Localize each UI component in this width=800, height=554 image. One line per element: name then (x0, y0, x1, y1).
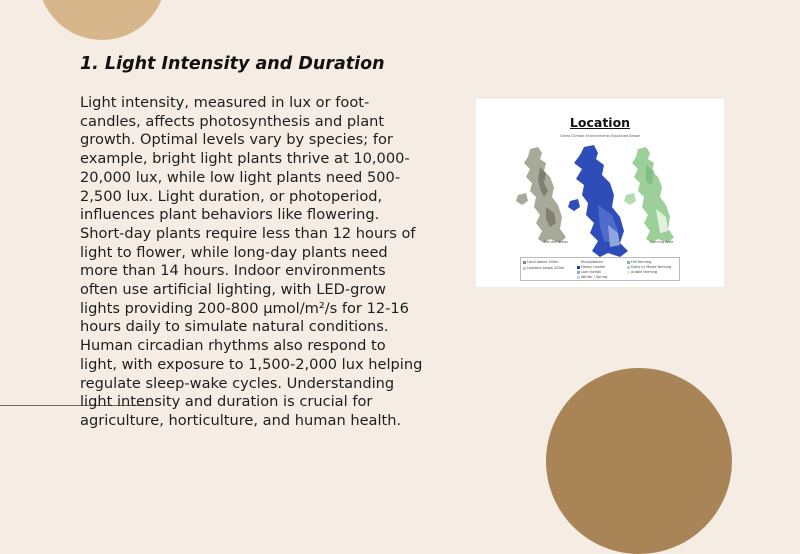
decorative-circle-bottom (546, 368, 732, 554)
body-paragraph: Light intensity, measured in lux or foot-candles, affects photosynthesis and plant growth. Optimal levels vary by species; for example, bright light plants thrive at 10,000-20,000 lux, while low light plants need 500-2,500 lux. Light duration, or photoperiod, influences plant behaviors like flowering. Short-day plants require less than 12 hours of light to flower, while long-day plants need more than 14 hours. Indoor environments often use artificial lighting, with LED-grow lights providing 200-800 µmol/m²/s for 12-16 hours daily to simulate natural conditions. Human circadian rhythms also respond to light, with exposure to 1,500-2,000 lux helping regulate sleep-wake cycles. Understanding light intensity and duration is crucial for agriculture, horticulture, and human health. (80, 94, 423, 429)
location-figure (476, 99, 724, 287)
relief-map (516, 147, 569, 244)
map-caption-farming: Farming Area (650, 240, 674, 244)
legend-item: Dairy or Mixed farming (627, 265, 671, 269)
legend-item: Arable farming (627, 270, 657, 274)
rainfall-map (568, 145, 628, 257)
legend-item: Precipitation (577, 260, 603, 264)
decorative-circle-top (38, 0, 166, 40)
figure-subtitle: Great Climate Environments Explained Below (560, 134, 640, 138)
legend-item: Low rainfall (577, 270, 601, 274)
legend-item: Heavy rainfall (577, 265, 605, 269)
legend-item: Land above 200m (523, 260, 559, 264)
legend-item: Hill farming (627, 260, 651, 264)
map-legend (520, 257, 680, 281)
legend-item: Winter / Spring (577, 275, 607, 279)
map-caption-rainfall: Rainfall Areas (544, 240, 569, 244)
section-heading: 1. Light Intensity and Duration (80, 54, 385, 74)
figure-title: Location (569, 115, 631, 130)
legend-item: Lowland below 200m (523, 266, 564, 270)
farming-map (624, 147, 674, 243)
